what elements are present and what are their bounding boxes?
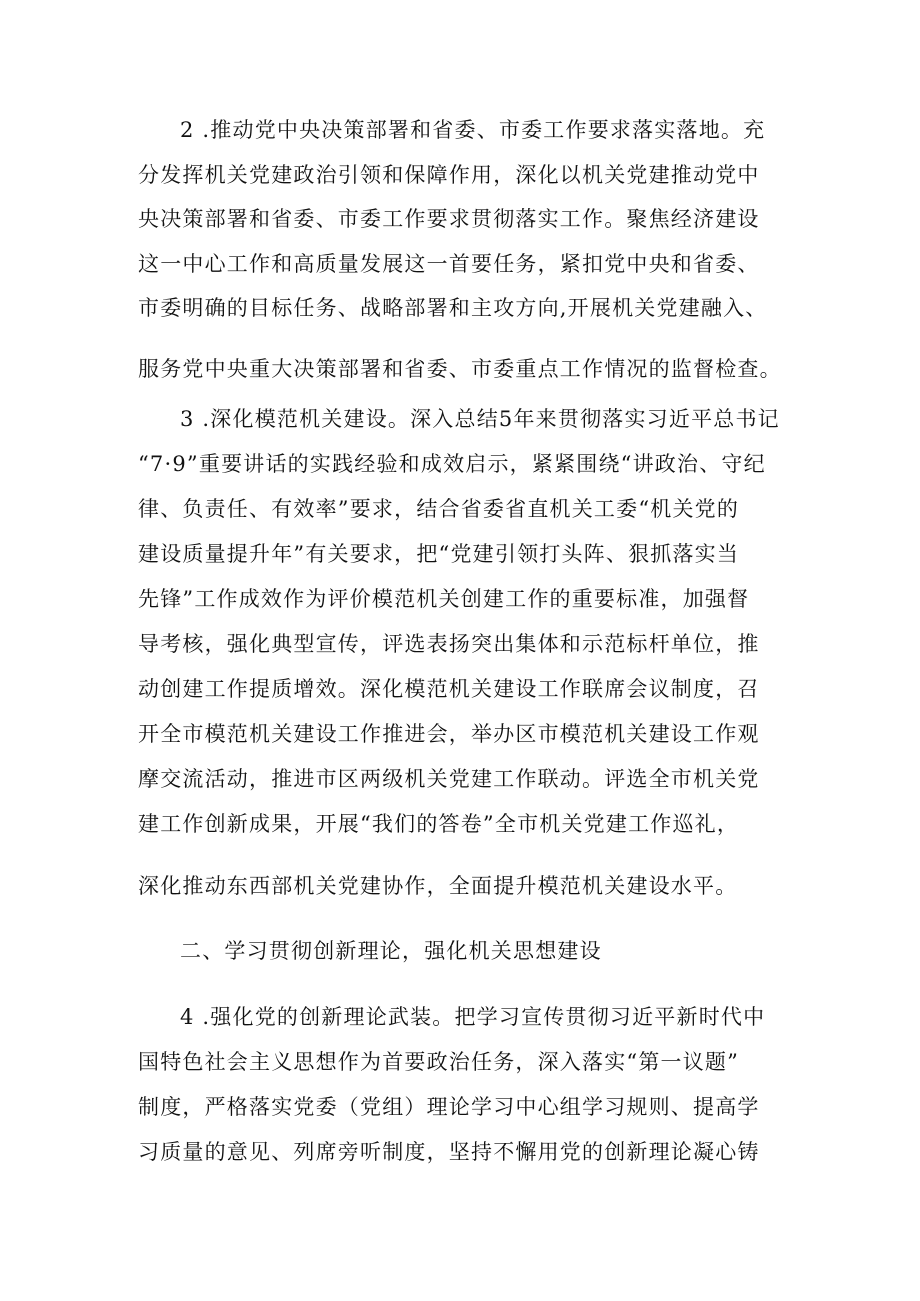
text-line: 摩交流活动，推进市区两级机关党建工作联动。评选全市机关党 [138, 767, 760, 791]
text-line: 服务党中央重大决策部署和省委、市委重点工作情况的监督检查。 [138, 357, 782, 381]
text-line: 2 .推动党中央决策部署和省委、市委工作要求落实落地。充 [180, 118, 766, 142]
text-line: 建工作创新成果，开展“我们的答卷”全市机关党建工作巡礼， [138, 812, 740, 836]
text-line: “7·9”重要讲话的实践经验和成效启示，紧紧围绕“讲政治、守纪 [138, 452, 766, 476]
text-line: 这一中心工作和高质量发展这一首要任务，紧扣党中央和省委、 [138, 252, 760, 276]
section-heading: 二、学习贯彻创新理论，强化机关思想建设 [180, 939, 602, 963]
text-line: 深化推动东西部机关党建协作，全面提升模范机关建设水平。 [138, 874, 738, 898]
text-line: 央决策部署和省委、市委工作要求贯彻落实工作。聚焦经济建设 [138, 207, 760, 231]
text-line: 习质量的意见、列席旁听制度，坚持不懈用党的创新理论凝心铸 [138, 1140, 760, 1164]
text-line: 4 .强化党的创新理论武装。把学习宣传贯彻习近平新时代中 [180, 1005, 766, 1029]
text-line: 分发挥机关党建政治引领和保障作用，深化以机关党建推动党中 [138, 163, 760, 187]
text-line: 市委明确的目标任务、战略部署和主攻方向,开展机关党建融入、 [138, 296, 768, 320]
text-line: 国特色社会主义思想作为首要政治任务，深入落实“第一议题” [138, 1050, 740, 1074]
text-line: 3 .深化模范机关建设。深入总结5年来贯彻落实习近平总书记 [180, 407, 780, 431]
text-line: 动创建工作提质增效。深化模范机关建设工作联席会议制度，召 [138, 677, 760, 701]
text-line: 导考核，强化典型宣传，评选表扬突出集体和示范标杆单位，推 [138, 632, 760, 656]
text-line: 先锋”工作成效作为评价模范机关创建工作的重要标准，加强督 [138, 587, 750, 611]
text-line: 律、负责任、有效率”要求，结合省委省直机关工委“机关党的 [138, 497, 740, 521]
text-line: 开全市模范机关建设工作推进会，举办区市模范机关建设工作观 [138, 722, 760, 746]
text-line: 建设质量提升年”有关要求，把“党建引领打头阵、狠抓落实当 [138, 542, 740, 566]
text-line: 制度，严格落实党委（党组）理论学习中心组学习规则、提高学 [138, 1095, 760, 1119]
